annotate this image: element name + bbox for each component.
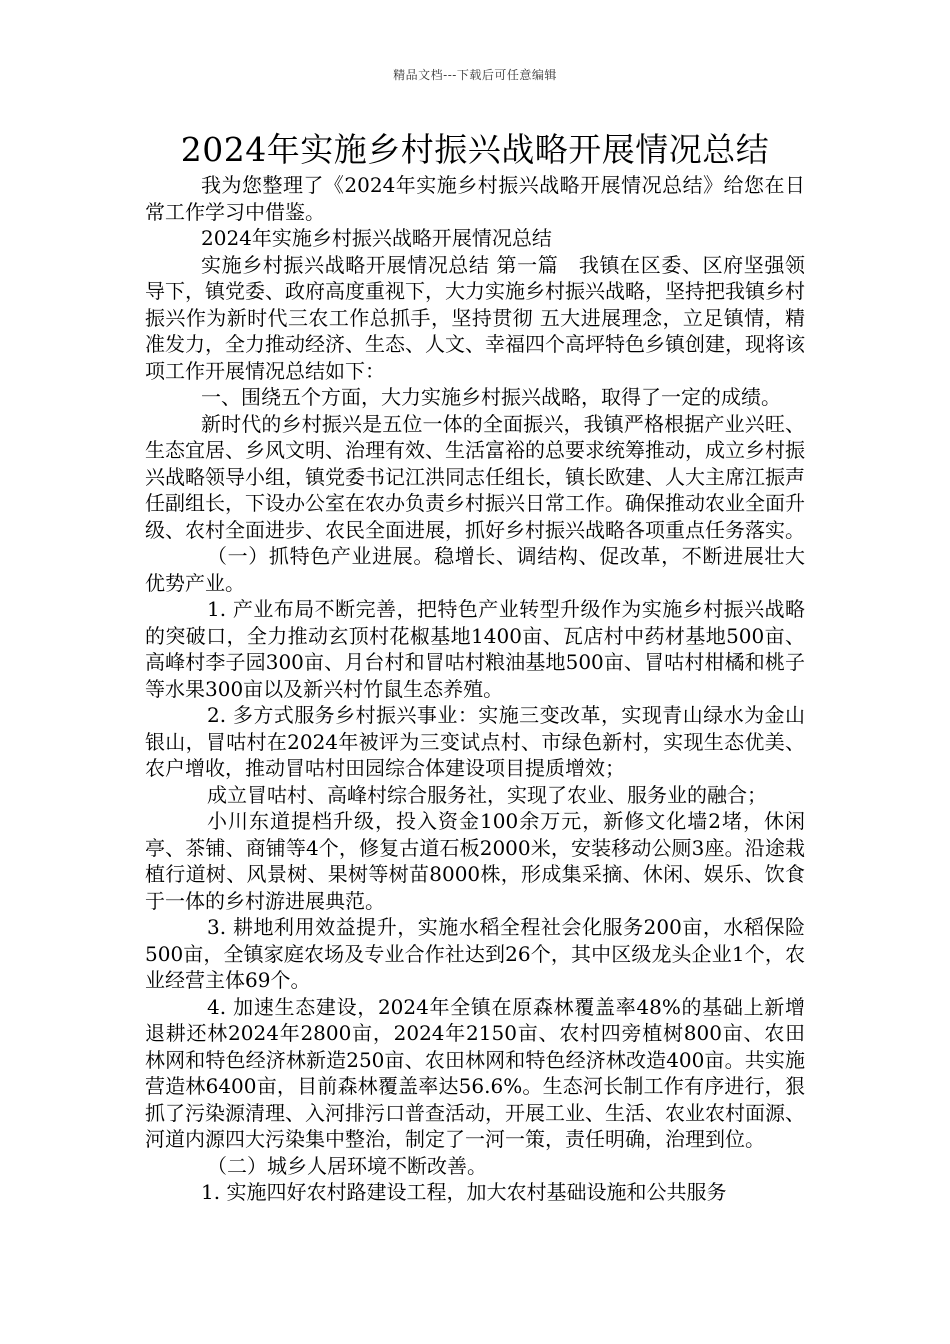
intro-paragraph: 我为您整理了《2024年实施乡村振兴战略开展情况总结》给您在日常工作学习中借鉴。 bbox=[145, 173, 805, 224]
body-paragraph: 成立冒咕村、高峰村综合服务社，实现了农业、服务业的融合； bbox=[207, 782, 767, 807]
subsection-heading: （二）城乡人居环境不断改善。 bbox=[207, 1153, 487, 1178]
list-item: 4. 加速生态建设，2024年全镇在原森林覆盖率48%的基础上新增退耕还林2024年2800亩，2024年2150亩、农村四旁植树800亩、农田林网和特色经济林新造250亩、农田林网和特色经济林改造400亩。共实施营造林6400亩，目前森林覆盖率达56.6%。生态河长制工作有序进行，狠抓了污染源清理、入河排污口普查活动，开展工业、生活、农业农村面源、河道内源四大污染集中整治，制定了一河一策，责任明确，治理到位。 bbox=[145, 994, 805, 1151]
subsection-heading: （一）抓特色产业进展。稳增长、调结构、促改革，不断进展壮大优势产业。 bbox=[145, 544, 805, 595]
header-note: 精品文档---下载后可任意编辑 bbox=[393, 68, 557, 82]
list-item: 1. 实施四好农村路建设工程，加大农村基础设施和公共服务 bbox=[201, 1180, 727, 1204]
list-item: 3. 耕地利用效益提升，实施水稻全程社会化服务200亩，水稻保险500亩，全镇家庭农场及专业合作社达到26个，其中区级龙头企业1个，农业经营主体69个。 bbox=[145, 915, 805, 992]
body-paragraph: 实施乡村振兴战略开展情况总结 第一篇 我镇在区委、区府坚强领导下，镇党委、政府高度重视下，大力实施乡村振兴战略，坚持把我镇乡村振兴作为新时代三农工作总抓手，坚持贯彻 五大进展理念，立足镇情，精准发力，全力推动经济、生态、人文、幸福四个高坪特色乡镇创建，现将该项工作开展情况总结如下： bbox=[145, 252, 805, 383]
document-title: 2024年实施乡村振兴战略开展情况总结 bbox=[180, 130, 770, 169]
list-item: 2. 多方式服务乡村振兴事业：实施三变改革，实现青山绿水为金山银山，冒咕村在2024年被评为三变试点村、市绿色新村，实现生态优美、农户增收，推动冒咕村田园综合体建设项目提质增效； bbox=[145, 703, 805, 780]
section-heading: 一、围绕五个方面，大力实施乡村振兴战略，取得了一定的成绩。 bbox=[201, 385, 781, 409]
body-paragraph: 小川东道提档升级，投入资金100余万元，新修文化墙2堵，休闲亭、茶铺、商铺等4个，修复古道石板2000米，安装移动公厕3座。沿途栽植行道树、风景树、果树等树苗8000株，形成集采摘、休闲、娱乐、饮食于一体的乡村游进展典范。 bbox=[145, 809, 805, 913]
subtitle-paragraph: 2024年实施乡村振兴战略开展情况总结 bbox=[201, 226, 552, 250]
document-body bbox=[145, 172, 805, 1206]
list-item: 1. 产业布局不断完善，把特色产业转型升级作为实施乡村振兴战略的突破口，全力推动玄顶村花椒基地1400亩、瓦店村中药材基地500亩、高峰村李子园300亩、月台村和冒咕村粮油基地500亩、冒咕村柑橘和桃子等水果300亩以及新兴村竹鼠生态养殖。 bbox=[145, 597, 805, 701]
body-paragraph: 新时代的乡村振兴是五位一体的全面振兴，我镇严格根据产业兴旺、生态宜居、乡风文明、治理有效、生活富裕的总要求统筹推动，成立乡村振兴战略领导小组，镇党委书记江洪同志任组长，镇长欧建、人大主席江振声任副组长，下设办公室在农办负责乡村振兴日常工作。确保推动农业全面升级、农村全面进步、农民全面进展，抓好乡村振兴战略各项重点任务落实。 bbox=[145, 411, 805, 542]
